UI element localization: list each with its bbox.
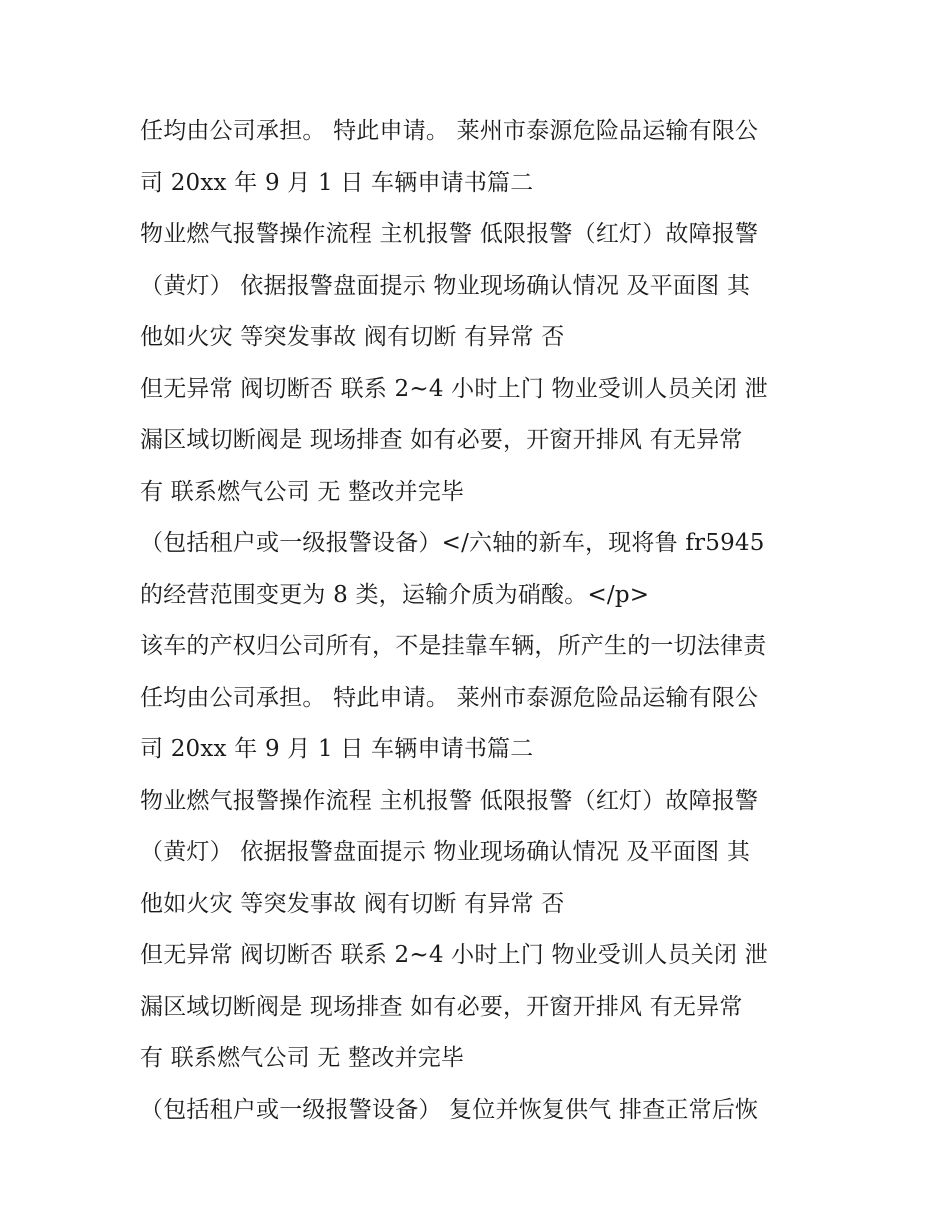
text-line: 物业燃气报警操作流程 主机报警 低限报警（红灯）故障报警 — [140, 787, 759, 814]
text-line: 任均由公司承担。 特此申请。 莱州市泰源危险品运输有限公 — [140, 118, 759, 144]
text-line: 物业燃气报警操作流程 主机报警 低限报警（红灯）故障报警 — [140, 221, 759, 247]
text-line: 司 20xx 年 9 月 1 日 车辆申请书篇二 — [140, 169, 534, 196]
text-line: （包括租户或一级报警设备）</六轴的新车，现将鲁 fr5945 — [140, 530, 765, 556]
text-line: 他如火灾 等突发事故 阀有切断 有异常 否 — [140, 324, 565, 350]
text-line: （黄灯） 依据报警盘面提示 物业现场确认情况 及平面图 其 — [140, 839, 751, 865]
text-line: 有 联系燃气公司 无 整改并完毕 — [140, 478, 465, 505]
body-text — [140, 106, 830, 1136]
text-line: 该车的产权归公司所有，不是挂靠车辆，所产生的一切法律责 — [140, 633, 767, 659]
text-line: 但无异常 阀切断否 联系 2~4 小时上门 物业受训人员关闭 泄 — [140, 375, 768, 402]
text-line: （黄灯） 依据报警盘面提示 物业现场确认情况 及平面图 其 — [140, 272, 751, 299]
text-line: 但无异常 阀切断否 联系 2~4 小时上门 物业受训人员关闭 泄 — [140, 942, 768, 968]
text-line: 司 20xx 年 9 月 1 日 车辆申请书篇二 — [140, 736, 534, 762]
text-line: 的经营范围变更为 8 类，运输介质为硝酸。</p> — [140, 581, 650, 608]
text-line: （包括租户或一级报警设备） 复位并恢复供气 排查正常后恢 — [140, 1096, 759, 1123]
text-line: 他如火灾 等突发事故 阀有切断 有异常 否 — [140, 890, 565, 917]
text-line: 有 联系燃气公司 无 整改并完毕 — [140, 1045, 465, 1071]
text-line: 漏区域切断阀是 现场排查 如有必要，开窗开排风 有无异常 — [140, 993, 743, 1020]
text-line: 任均由公司承担。 特此申请。 莱州市泰源危险品运输有限公 — [140, 684, 759, 711]
text-line: 漏区域切断阀是 现场排查 如有必要，开窗开排风 有无异常 — [140, 427, 743, 453]
